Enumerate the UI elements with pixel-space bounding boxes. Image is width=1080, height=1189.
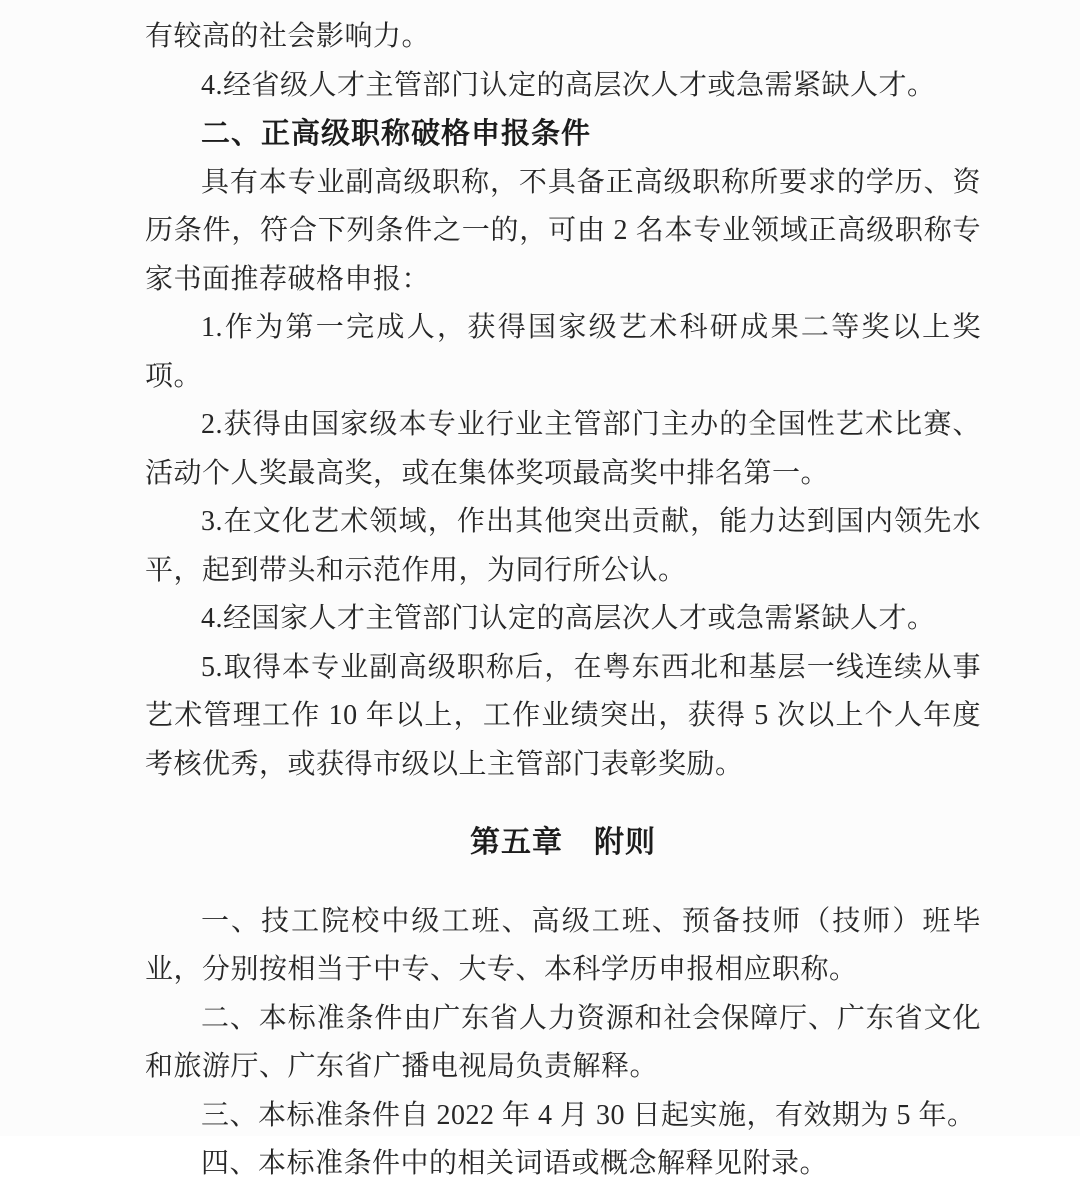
- chapter-heading: 第五章 附则: [470, 826, 656, 859]
- paragraph: 5.取得本专业副高级职称后，在粤东西北和基层一线连续从事艺术管理工作 10 年以上，工作业绩突出，获得 5 次以上个人年度考核优秀，或获得市级以上主管部门表彰奖励。: [145, 651, 981, 780]
- paragraph: 具有本专业副高级职称，不具备正高级职称所要求的学历、资历条件，符合下列条件之一的，可由 2 名本专业领域正高级职称专家书面推荐破格申报：: [145, 166, 981, 295]
- paragraph: 4.经省级人才主管部门认定的高层次人才或急需紧缺人才。: [201, 69, 936, 101]
- paragraph: 四、本标准条件中的相关词语或概念解释见附录。: [201, 1148, 829, 1179]
- paragraph: 4.经国家人才主管部门认定的高层次人才或急需紧缺人才。: [201, 603, 936, 634]
- paragraph: 三、本标准条件自 2022 年 4 月 30 日起实施，有效期为 5 年。: [201, 1099, 976, 1131]
- paragraph: 一、技工院校中级工班、高级工班、预备技师（技师）班毕业，分别按相当于中专、大专、本科学历申报相应职称。: [145, 905, 981, 985]
- paragraph-continuation: 有较高的社会影响力。: [145, 21, 431, 52]
- document-text-column: [145, 13, 981, 1189]
- paragraph: 2.获得由国家级本专业行业主管部门主办的全国性艺术比赛、活动个人奖最高奖，或在集体奖项最高奖中排名第一。: [145, 409, 981, 489]
- paragraph: 3.在文化艺术领域，作出其他突出贡献，能力达到国内领先水平，起到带头和示范作用，为同行所公认。: [145, 506, 981, 586]
- paragraph: 1.作为第一完成人，获得国家级艺术科研成果二等奖以上奖项。: [145, 312, 981, 392]
- paragraph: 二、本标准条件由广东省人力资源和社会保障厅、广东省文化和旅游厅、广东省广播电视局负责解释。: [145, 1002, 981, 1082]
- section-heading: 二、正高级职称破格申报条件: [201, 118, 592, 150]
